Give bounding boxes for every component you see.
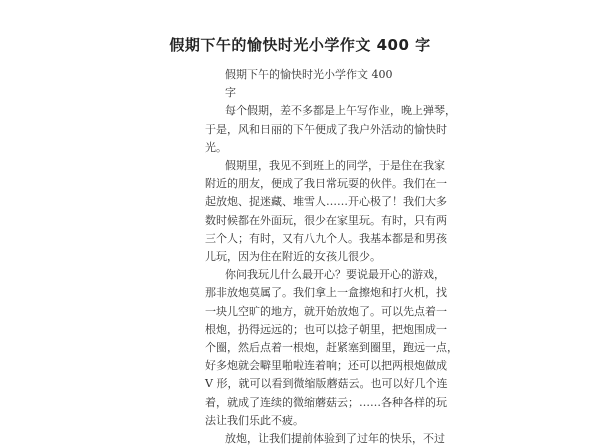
paragraph-line: 附近的朋友，便成了我日常玩耍的伙伴。我们在一 [205,177,447,191]
paragraph-line: 儿玩，因为住在附近的女孩儿很少。 [205,250,381,264]
paragraph-1 [205,102,456,157]
paragraph-line: 数时候都在外面玩，很少在家里玩。有时，只有两 [205,213,447,227]
paragraph-line: 你问我玩儿什么最开心？要说最开心的游戏， [225,268,445,282]
article-body [205,66,458,448]
paragraph-line: 起放炮、捉迷藏、堆雪人……开心极了！我们大多 [205,195,447,209]
paragraph-line: 三个人；有时，又有八九个人。我基本都是和男孩 [205,231,447,245]
paragraph-2 [205,157,447,266]
paragraph-line: 放炮，让我们提前体验到了过年的快乐，不过 [225,432,445,446]
article-subtitle: 假期下午的愉快时光小学作文 400 字 [225,68,393,100]
document-title: 假期下午的愉快时光小学作文 400 字 [169,36,431,54]
paragraph-line: 法让我们乐此不疲。 [205,413,304,427]
paragraph-line: 一块儿空旷的地方，就开始放炮了。可以先点着一 [205,304,447,318]
paragraph-line: 那非放炮莫属了。我们拿上一盒擦炮和打火机，找 [205,286,447,300]
paragraph-4 [205,430,445,448]
paragraph-line: 每个假期，差不多都是上午写作业，晚上弹琴， [225,104,456,118]
paragraph-line: 假期里，我见不到班上的同学，于是住在我家 [225,159,445,173]
paragraph-3 [205,266,458,430]
paragraph-line: 个圈，然后点着一根炮，赶紧塞到圈里，跑远一点， [205,341,458,355]
paragraph-line: 着，就成了连续的微缩蘑菇云；……各种各样的玩 [205,395,447,409]
paragraph-line: 于是，风和日丽的下午便成了我户外活动的愉快时 [205,122,447,136]
paragraph-line: V 形，就可以看到微缩版蘑菇云。也可以好几个连 [205,377,448,391]
paragraph-line: 光。 [205,140,227,154]
paragraph-line: 好多炮就会噼里啪啦连着响；还可以把两根炮做成 [205,359,447,373]
paragraph-line: 根炮，扔得远远的；也可以捻子朝里，把炮围成一 [205,322,447,336]
